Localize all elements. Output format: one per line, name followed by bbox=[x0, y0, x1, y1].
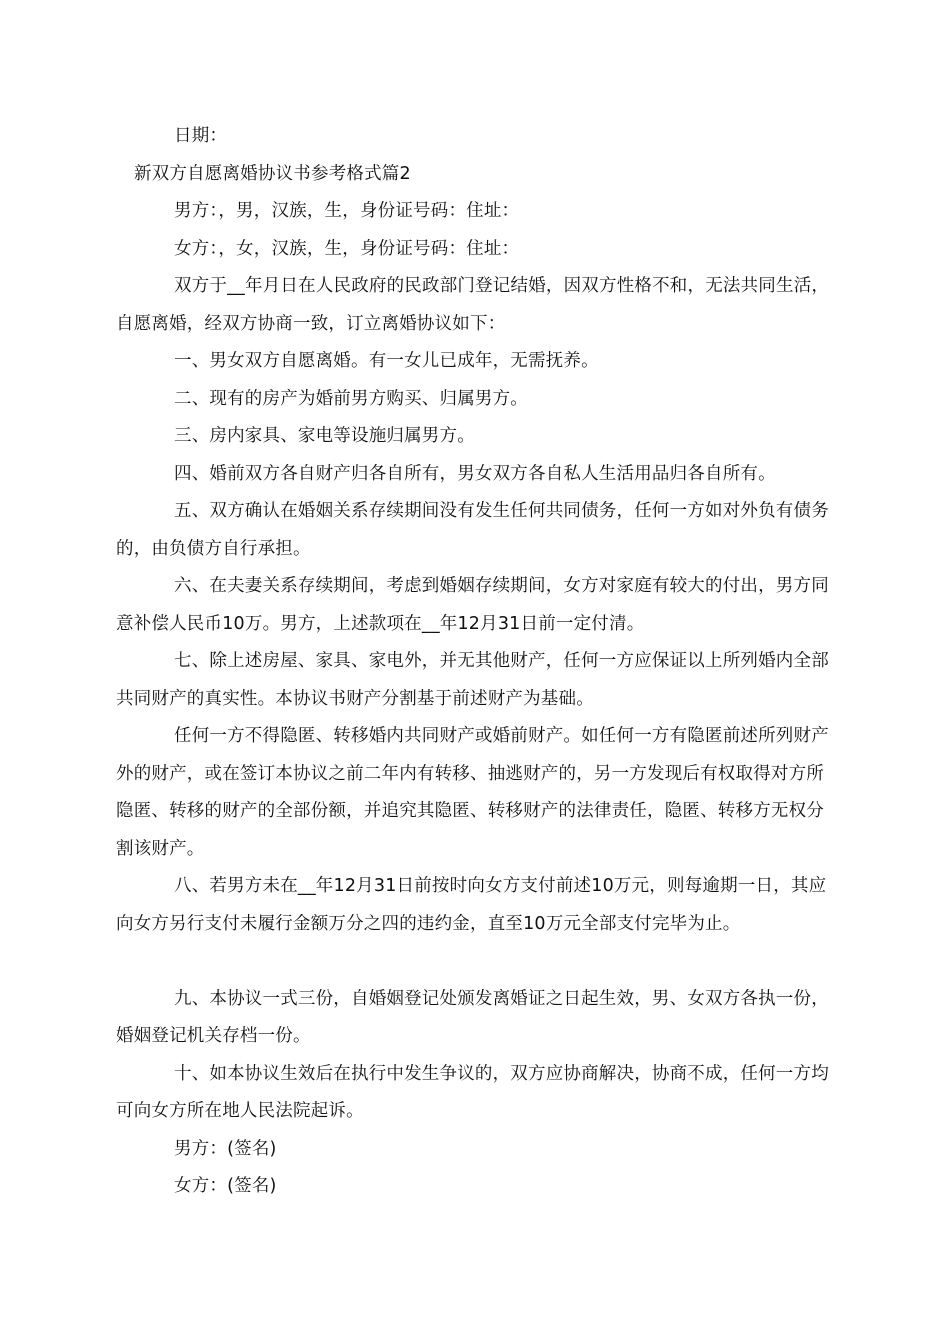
intro-paragraph: 双方于__年月日在人民政府的民政部门登记结婚，因双方性格不和，无法共同生活，自愿离婚，经双方协商一致，订立离婚协议如下： bbox=[116, 276, 830, 334]
signature-male: 男方：(签名) bbox=[174, 1138, 277, 1159]
clause-3: 三、房内家具、家电等设施归属男方。 bbox=[174, 426, 475, 446]
clause-5: 五、双方确认在婚姻关系存续期间没有发生任何共同债务，任何一方如对外负有债务的，由负债方自行承担。 bbox=[116, 501, 829, 559]
clause-4: 四、婚前双方各自财产归各自所有，男女双方各自私人生活用品归各自所有。 bbox=[174, 463, 776, 484]
male-party-info: 男方：，男，汉族，生，身份证号码：住址： bbox=[174, 201, 520, 221]
signature-female: 女方：(签名) bbox=[174, 1176, 277, 1196]
clause-10: 十、如本协议生效后在执行中发生争议的，双方应协商解决，协商不成，任何一方均可向女方所在地人民法院起诉。 bbox=[116, 1063, 829, 1121]
clause-8: 八、若男方未在__年12月31日前按时向女方支付前述10万元，则每逾期一日，其应向女方另行支付未履行金额万分之四的违约金，直至10万元全部支付完毕为止。 bbox=[116, 876, 827, 934]
clause-6: 六、在夫妻关系存续期间，考虑到婚姻存续期间，女方对家庭有较大的付出，男方同意补偿人民币10万。男方，上述款项在__年12月31日前一定付清。 bbox=[116, 576, 829, 634]
female-party-info: 女方：，女，汉族，生，身份证号码：住址： bbox=[174, 238, 520, 259]
date-label: 日期： bbox=[174, 126, 228, 146]
clause-7-extra: 任何一方不得隐匿、转移婚内共同财产或婚前财产。如任何一方有隐匿前述所列财产外的财产，或在签订本协议之前二年内有转移、抽逃财产的，另一方发现后有权取得对方所隐匿、转移的财产的全部份额，并追究其隐匿、转移财产的法律责任，隐匿、转移方无权分割该财产。 bbox=[116, 726, 829, 859]
clause-9: 九、本协议一式三份，自婚姻登记处颁发离婚证之日起生效，男、女双方各执一份，婚姻登记机关存档一份。 bbox=[116, 988, 829, 1046]
blank-line bbox=[116, 943, 836, 981]
document-body bbox=[116, 118, 836, 1206]
clause-7: 七、除上述房屋、家具、家电外，并无其他财产，任何一方应保证以上所列婚内全部共同财产的真实性。本协议书财产分割基于前述财产为基础。 bbox=[116, 651, 829, 709]
document-title: 新双方自愿离婚协议书参考格式篇2 bbox=[134, 163, 411, 184]
clause-1: 一、男女双方自愿离婚。有一女儿已成年，无需抚养。 bbox=[174, 351, 599, 371]
clause-2: 二、现有的房产为婚前男方购买、归属男方。 bbox=[174, 388, 528, 409]
